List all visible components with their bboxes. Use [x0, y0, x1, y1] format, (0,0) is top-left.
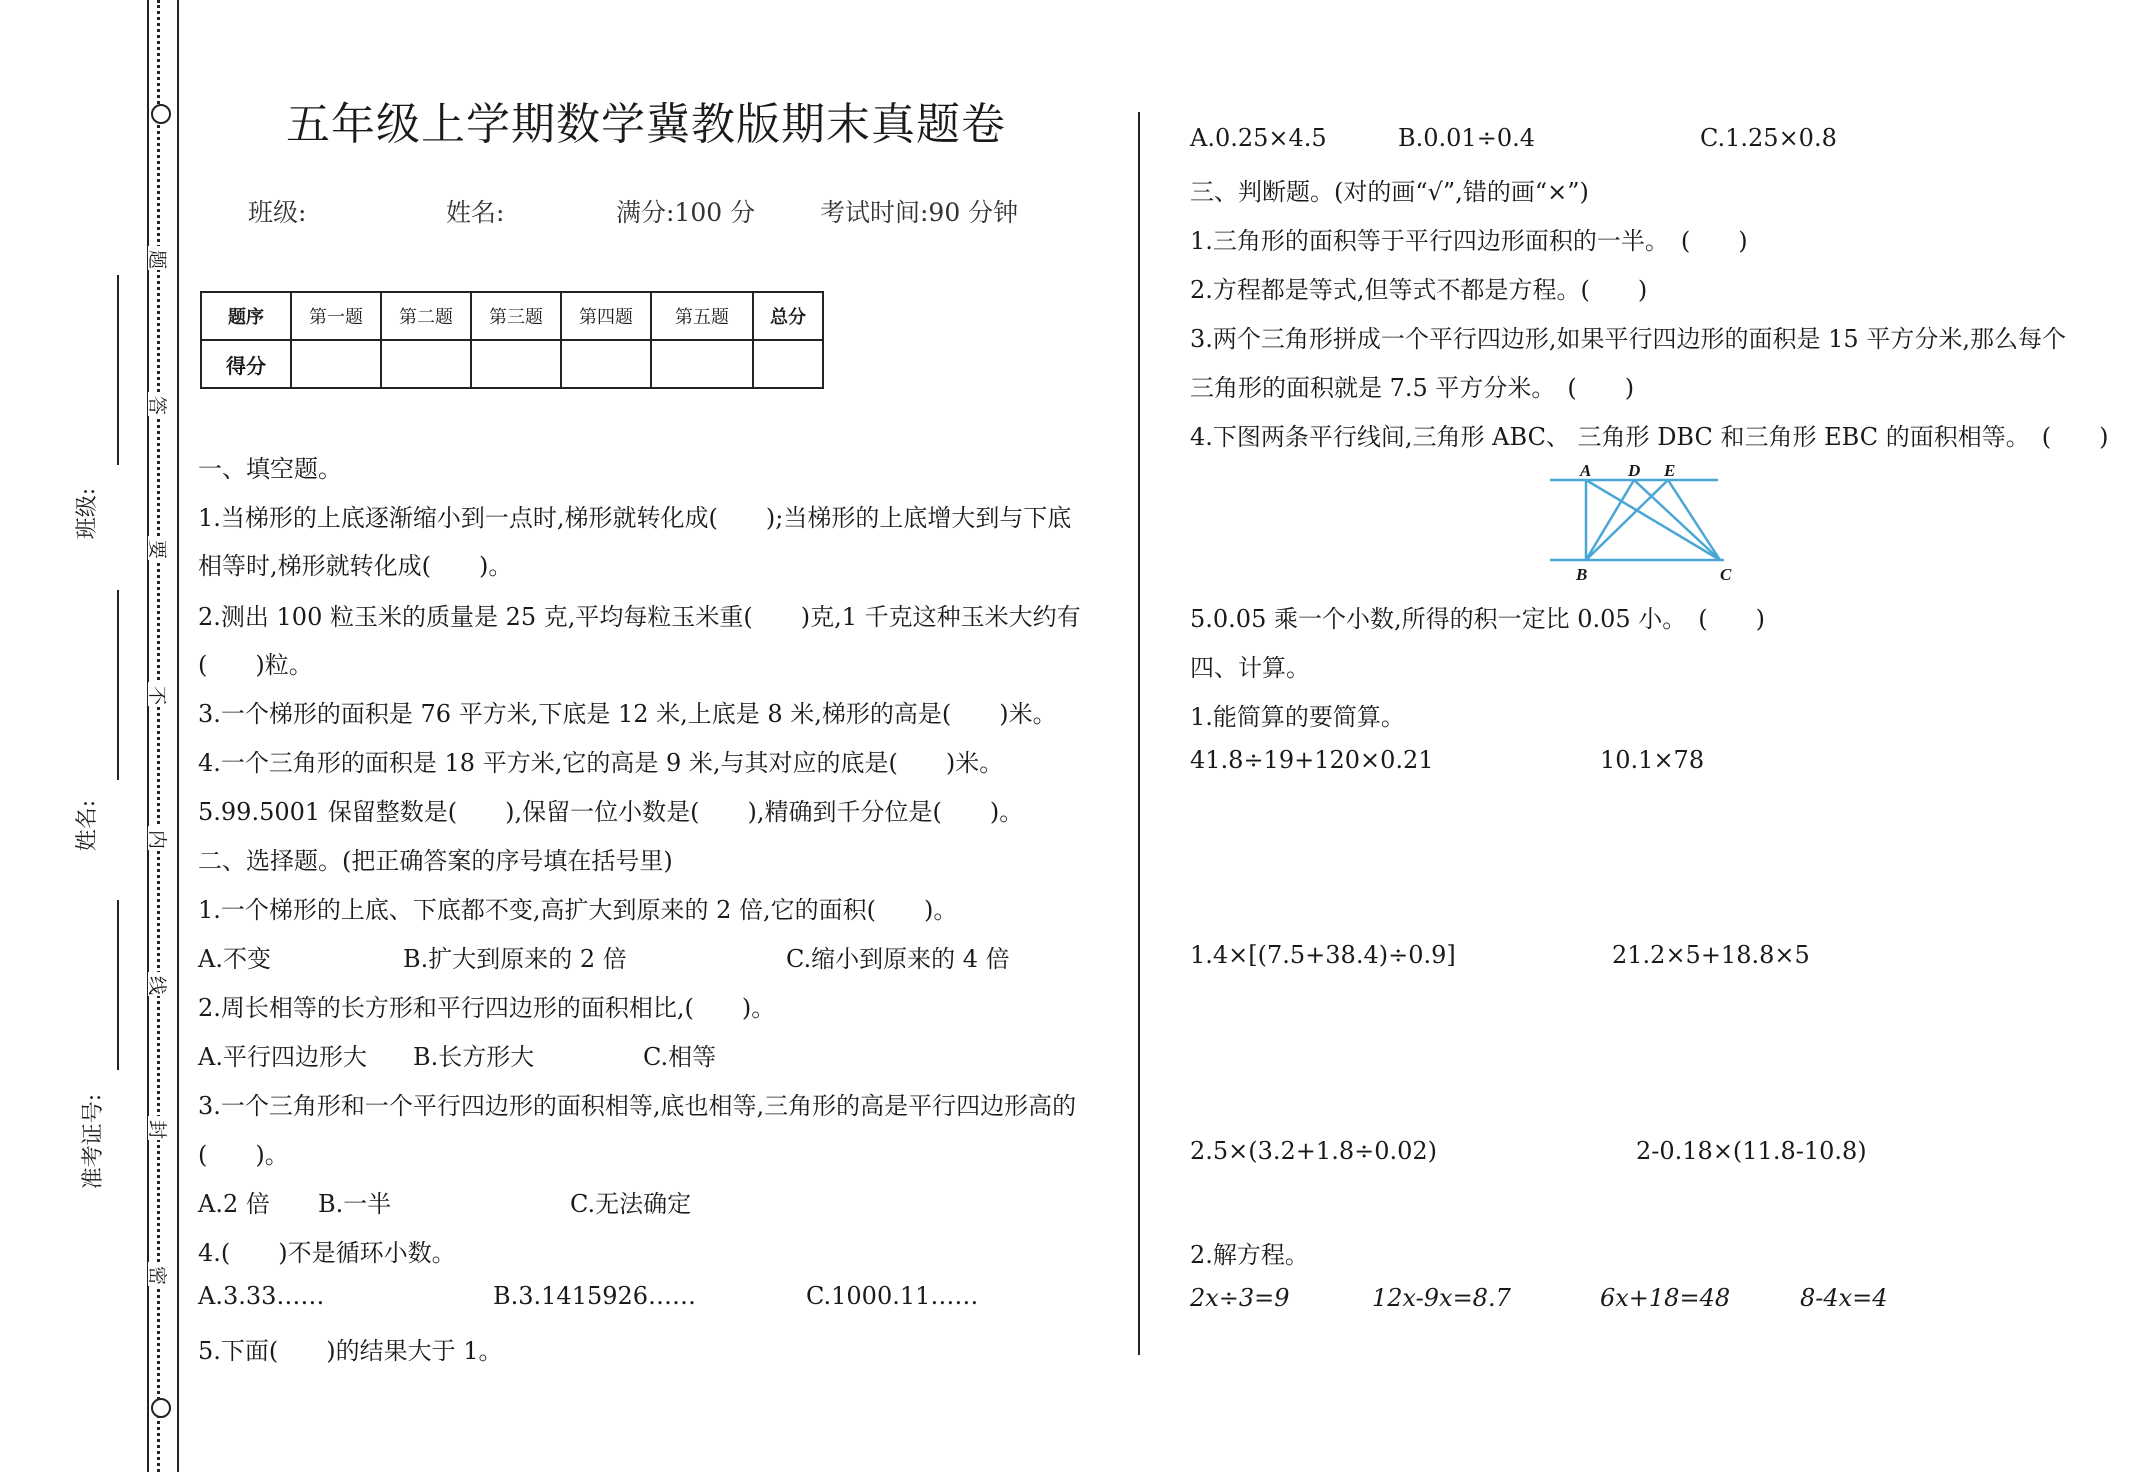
score-cell[interactable]	[753, 340, 823, 388]
fill-q4: 4.一个三角形的面积是 18 平方米,它的高是 9 米,与其对应的底是( )米。	[198, 749, 1004, 777]
fill-q1-line2: 相等时,梯形就转化成( )。	[198, 552, 513, 580]
parallel-lines-triangle-figure	[1540, 462, 1740, 588]
seal-char: 不	[148, 682, 170, 706]
vertex-label-a: A	[1580, 462, 1592, 480]
judge-q4: 4.下图两条平行线间,三角形 ABC、 三角形 DBC 和三角形 EBC 的面积相等。 ( )	[1190, 423, 2109, 451]
binding-line-left	[147, 0, 149, 1472]
binding-exam-no-label: 准考证号:	[81, 1093, 107, 1190]
equation-4: 8-4x=4	[1800, 1284, 1888, 1312]
calc-expr-2: 10.1×78	[1600, 746, 1705, 774]
score-table-score-row	[201, 340, 823, 388]
fill-q1-line1: 1.当梯形的上底逐渐缩小到一点时,梯形就转化成( );当梯形的上底增大到与下底	[198, 504, 1072, 532]
section-2-title: 二、选择题。(把正确答案的序号填在括号里)	[198, 847, 673, 875]
binding-hole-bottom	[151, 1398, 171, 1418]
equation-3: 6x+18=48	[1600, 1284, 1731, 1312]
section-1-title: 一、填空题。	[198, 455, 342, 483]
segment-ac	[1586, 480, 1720, 560]
choice-q4-option-a: A.3.33……	[198, 1282, 325, 1310]
equation-title: 2.解方程。	[1190, 1241, 1309, 1269]
score-header-cell: 第二题	[381, 292, 471, 340]
score-cell[interactable]	[561, 340, 651, 388]
equation-1: 2x÷3=9	[1190, 1284, 1290, 1312]
seal-char: 内	[148, 826, 170, 850]
calc-title: 1.能简算的要简算。	[1190, 703, 1405, 731]
section-3-title: 三、判断题。(对的画“√”,错的画“×”)	[1190, 178, 1589, 206]
calc-expr-5: 2.5×(3.2+1.8÷0.02)	[1190, 1137, 1437, 1165]
score-cell[interactable]	[381, 340, 471, 388]
choice-q2: 2.周长相等的长方形和平行四边形的面积相比,( )。	[198, 994, 776, 1022]
calc-expr-3: 1.4×[(7.5+38.4)÷0.9]	[1190, 941, 1456, 969]
full-score: 满分:100 分	[616, 198, 756, 227]
fill-q3: 3.一个梯形的面积是 76 平方米,下底是 12 米,上底是 8 米,梯形的高是( )米。	[198, 700, 1057, 728]
seal-char: 密	[148, 1262, 170, 1286]
choice-q3-option-c: C.无法确定	[570, 1190, 692, 1218]
score-header-cell: 第四题	[561, 292, 651, 340]
score-table	[200, 291, 824, 389]
choice-q4-option-b: B.3.1415926……	[493, 1282, 697, 1310]
binding-line-right	[177, 0, 179, 1472]
score-cell[interactable]	[471, 340, 561, 388]
score-cell[interactable]	[291, 340, 381, 388]
vertex-label-e: E	[1664, 462, 1676, 480]
score-table-header-row	[201, 292, 823, 340]
choice-q1-option-a: A.不变	[198, 945, 271, 973]
judge-q5: 5.0.05 乘一个小数,所得的积一定比 0.05 小。 ( )	[1190, 605, 1766, 633]
choice-q3-option-a: A.2 倍	[198, 1190, 270, 1218]
exam-time: 考试时间:90 分钟	[820, 198, 1019, 227]
choice-q3-line2: ( )。	[198, 1141, 289, 1169]
choice-q4-option-c: C.1000.11……	[806, 1282, 979, 1310]
choice-q4: 4.( )不是循环小数。	[198, 1239, 456, 1267]
seal-char: 封	[148, 1116, 170, 1140]
class-field: 班级:	[248, 198, 307, 227]
vertex-label-c: C	[1720, 565, 1732, 584]
choice-q1: 1.一个梯形的上底、下底都不变,高扩大到原来的 2 倍,它的面积( )。	[198, 896, 958, 924]
choice-q2-option-c: C.相等	[643, 1043, 717, 1071]
judge-q3-line2: 三角形的面积就是 7.5 平方分米。 ( )	[1190, 374, 1635, 402]
calc-expr-6: 2-0.18×(11.8-10.8)	[1636, 1137, 1867, 1165]
name-field: 姓名:	[446, 198, 505, 227]
judge-q2: 2.方程都是等式,但等式不都是方程。( )	[1190, 276, 1648, 304]
vertex-label-d: D	[1628, 462, 1641, 480]
score-cell[interactable]	[651, 340, 753, 388]
binding-class-blank[interactable]	[117, 275, 119, 465]
choice-q1-option-b: B.扩大到原来的 2 倍	[403, 945, 627, 973]
choice-q5: 5.下面( )的结果大于 1。	[198, 1337, 503, 1365]
fill-q5: 5.99.5001 保留整数是( ),保留一位小数是( ),精确到千分位是( )。	[198, 798, 1024, 826]
score-header-cell: 第一题	[291, 292, 381, 340]
choice-q3-option-b: B.一半	[318, 1190, 392, 1218]
choice-q5-option-b: B.0.01÷0.4	[1398, 124, 1535, 152]
equation-2: 12x-9x=8.7	[1372, 1284, 1511, 1312]
binding-hole-top	[151, 104, 171, 124]
seal-char: 答	[148, 392, 170, 416]
fill-q2-line1: 2.测出 100 粒玉米的质量是 25 克,平均每粒玉米重( )克,1 千克这种玉米大约有	[198, 603, 1081, 631]
column-separator	[1138, 112, 1140, 1355]
binding-name-blank[interactable]	[117, 590, 119, 780]
judge-q1: 1.三角形的面积等于平行四边形面积的一半。 ( )	[1190, 227, 1748, 255]
binding-name-label: 姓名:	[75, 799, 101, 852]
seal-char: 线	[148, 972, 170, 996]
binding-exam-no-blank[interactable]	[117, 900, 119, 1070]
score-header-cell: 总分	[753, 292, 823, 340]
choice-q5-option-c: C.1.25×0.8	[1700, 124, 1837, 152]
choice-q1-option-c: C.缩小到原来的 4 倍	[786, 945, 1010, 973]
calc-expr-1: 41.8÷19+120×0.21	[1190, 746, 1434, 774]
calc-expr-4: 21.2×5+18.8×5	[1612, 941, 1810, 969]
score-header-cell: 第五题	[651, 292, 753, 340]
seal-char: 题	[148, 246, 170, 270]
seal-char: 要	[148, 536, 170, 560]
binding-class-label: 班级:	[75, 487, 101, 540]
score-header-cell: 第三题	[471, 292, 561, 340]
fill-q2-line2: ( )粒。	[198, 651, 313, 679]
choice-q2-option-a: A.平行四边形大	[198, 1043, 367, 1071]
section-4-title: 四、计算。	[1190, 654, 1310, 682]
judge-q3-line1: 3.两个三角形拼成一个平行四边形,如果平行四边形的面积是 15 平方分米,那么每个	[1190, 325, 2066, 353]
exam-title: 五年级上学期数学冀教版期末真题卷	[286, 99, 1006, 150]
choice-q5-option-a: A.0.25×4.5	[1190, 124, 1327, 152]
choice-q2-option-b: B.长方形大	[413, 1043, 535, 1071]
vertex-label-b: B	[1576, 565, 1588, 584]
score-row-label: 得分	[201, 340, 291, 388]
choice-q3-line1: 3.一个三角形和一个平行四边形的面积相等,底也相等,三角形的高是平行四边形高的	[198, 1092, 1077, 1120]
binding-dotted-line	[157, 0, 174, 1472]
score-header-cell: 题序	[201, 292, 291, 340]
